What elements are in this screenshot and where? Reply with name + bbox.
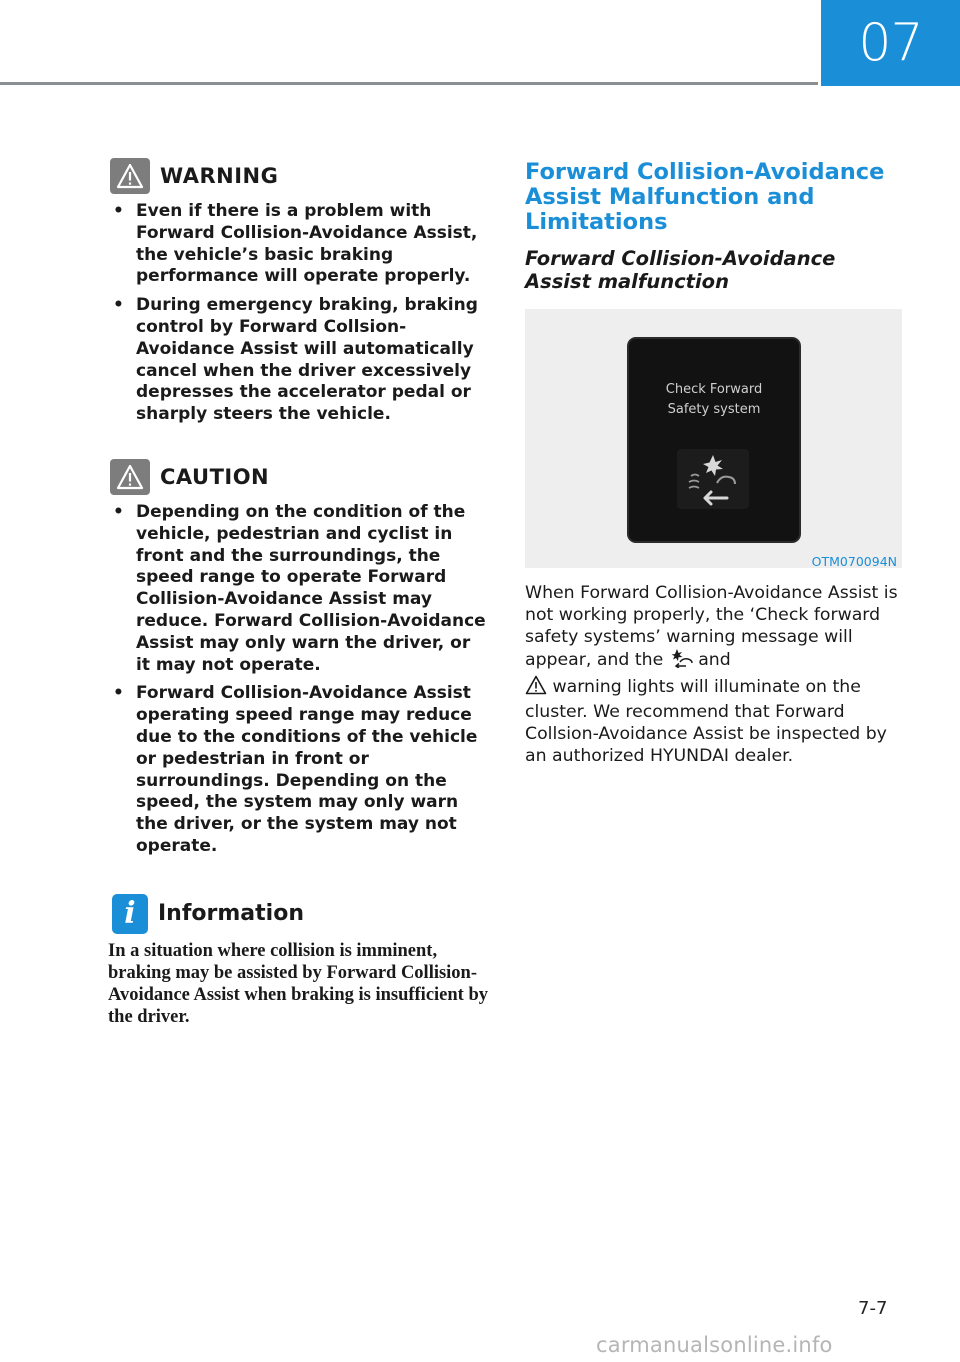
caution-title: CAUTION	[160, 464, 270, 489]
warning-title: WARNING	[160, 164, 279, 188]
section-subtitle: Forward Collision-Avoidance Assist malfunction	[525, 247, 836, 293]
header-rule	[0, 82, 818, 85]
warning-list	[108, 201, 486, 426]
warning-triangle-icon	[110, 158, 150, 194]
figure-code: OTM070094N	[811, 554, 897, 569]
body-text-and: and	[698, 650, 731, 671]
cluster-display	[629, 339, 799, 541]
information-title: Information	[158, 901, 304, 927]
cluster-message	[629, 380, 799, 420]
caution-item: • Forward Collision-Avoidance Assist operating speed range may reduce due to the conditions of the vehicle or pedestrian in front or surroundings. Depending on the speed, the system may only warn the driver, or the system may not operate.	[108, 683, 486, 857]
fca-lamp-icon	[669, 648, 693, 675]
caution-item: • Depending on the condition of the vehicle, pedestrian and cyclist in front and the surroundings, the speed range to operate Forward Collision-Avoidance Assist may reduce. Forward Collision-Avoidance Assist may only warn the driver, or it may not operate.	[108, 502, 486, 676]
section-title: Forward Collision-Avoidance Assist Malfunction and Limitations	[525, 159, 885, 235]
chapter-number: 07	[821, 0, 960, 86]
warning-item: • Even if there is a problem with Forward Collision-Avoidance Assist, the vehicle’s basic braking performance will operate properly.	[108, 201, 486, 288]
warning-block	[108, 158, 486, 426]
info-icon: i	[112, 894, 148, 934]
body-text-part: When Forward Collision-Avoidance Assist is not working properly, the ‘Check forward safety systems’ warning message will appear, and the	[525, 583, 898, 671]
body-text-part: warning lights will illuminate on the cluster. We recommend that Forward Collsion-Avoidance Assist be inspected by an authorized HYUNDAI dealer.	[525, 677, 887, 766]
left-column	[108, 158, 486, 1028]
warning-header	[110, 158, 486, 194]
cluster-message-line: Check Forward	[665, 382, 763, 397]
warning-lamp-icon	[525, 675, 547, 702]
information-body: In a situation where collision is imminent, braking may be assisted by Forward Collision-Avoidance Assist when braking is insufficient by the driver.	[108, 940, 488, 1027]
information-header	[112, 894, 486, 934]
warning-item: • During emergency braking, braking control by Forward Collsion-Avoidance Assist will automatically cancel when the driver excessively depresses the accelerator pedal or sharply steers the vehicle.	[108, 295, 486, 426]
caution-list	[108, 502, 486, 858]
cluster-figure	[525, 309, 902, 568]
fca-warning-icon	[677, 449, 749, 509]
page-number: 7-7	[858, 1298, 888, 1319]
cluster-message-line: Safety system	[667, 402, 761, 417]
caution-block	[108, 459, 486, 858]
section-body	[525, 583, 905, 767]
caution-header	[110, 459, 486, 495]
caution-triangle-icon	[110, 459, 150, 495]
right-column	[525, 160, 905, 767]
information-block	[108, 894, 486, 1028]
watermark: carmanualsonline.info	[596, 1333, 833, 1357]
